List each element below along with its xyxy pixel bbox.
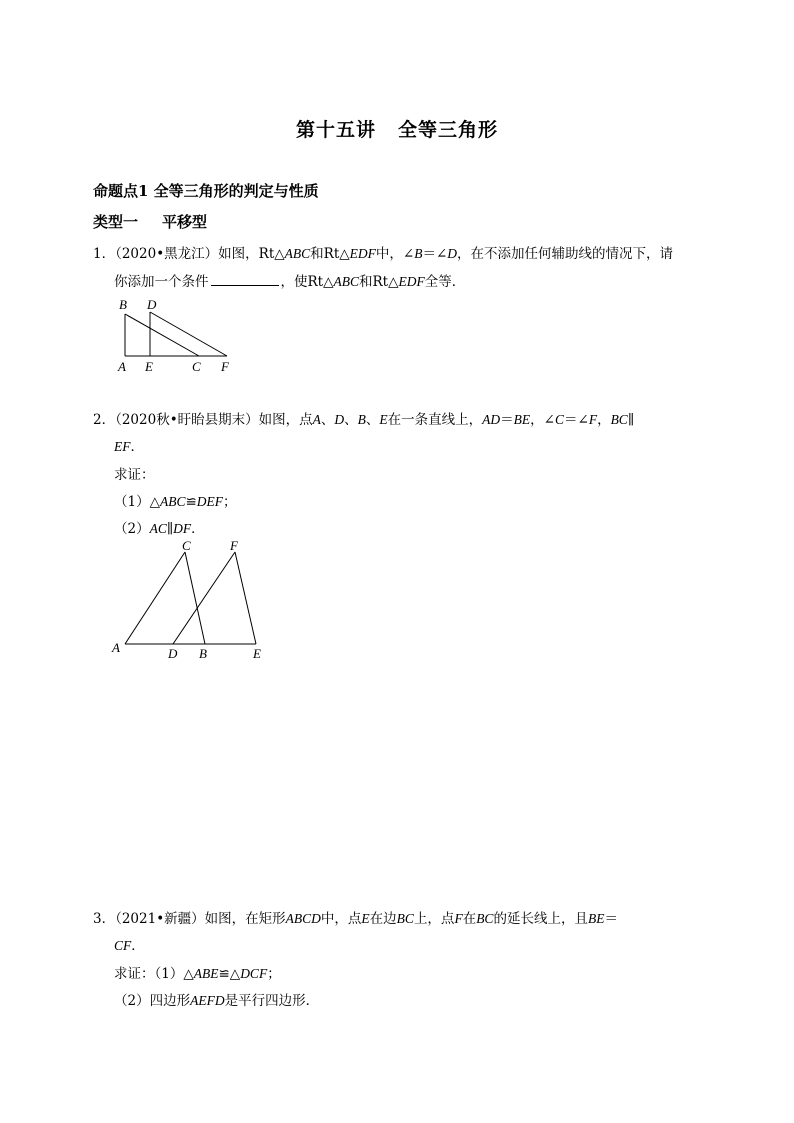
q3-source: （2021•新疆） — [115, 911, 205, 927]
q1-text: 如图，Rt△ — [218, 246, 285, 262]
q2-segment-fe — [235, 552, 256, 644]
q3-var: CF — [114, 938, 132, 953]
q2-source: （2020秋•盱眙县期末） — [115, 412, 259, 428]
q3-line1 — [93, 907, 618, 927]
q2-var: AC — [149, 521, 167, 536]
q2-prove — [114, 463, 155, 483]
q3-var: ABCD — [285, 911, 321, 926]
q2-var: DEF — [196, 494, 224, 509]
q1-var: EDF — [398, 274, 425, 289]
q2-var: AD — [482, 412, 501, 427]
q1-line2 — [114, 270, 465, 290]
q2-segment-cb — [185, 552, 205, 644]
q2-text: （2） — [114, 521, 150, 537]
q3-var: F — [454, 911, 463, 926]
q3-var: DCF — [240, 966, 268, 981]
q3-text: 的延长线上，且 — [493, 911, 588, 927]
section-heading — [93, 180, 319, 201]
answer-blank[interactable] — [211, 273, 279, 286]
q1-var: D — [447, 246, 458, 261]
q2-var: BE — [513, 412, 531, 427]
q2-part1 — [114, 490, 237, 510]
q3-line2 — [114, 934, 145, 954]
q2-text: ∥ — [166, 521, 174, 537]
q3-text: 上，点 — [413, 911, 455, 927]
q2-label-e: E — [253, 646, 261, 661]
q2-part2 — [114, 517, 205, 537]
type-label: 类型一 — [93, 213, 139, 231]
q2-label-c: C — [182, 538, 191, 553]
q2-var: A — [312, 412, 321, 427]
q2-text: 、 — [320, 412, 335, 428]
page-title — [0, 115, 794, 142]
q2-var: F — [588, 412, 598, 427]
q1-segment-bc — [125, 314, 199, 356]
q2-text: ＝∠ — [564, 412, 589, 428]
q3-text: 中，点 — [320, 911, 362, 927]
q2-var: DF — [173, 521, 192, 536]
q1-var: EDF — [349, 246, 376, 261]
q1-segment-df — [150, 312, 227, 356]
type-text: 平移型 — [162, 213, 208, 231]
q3-var: AEFD — [190, 993, 225, 1008]
q2-text: ≌ — [185, 494, 197, 510]
q3-text: ＝ — [604, 911, 618, 927]
title-lecture: 第十五讲 — [295, 119, 376, 141]
q3-number: 3． — [93, 911, 116, 927]
q1-text: ，在不添加任何辅助线的情况下，请 — [457, 246, 674, 262]
q1-number: 1． — [93, 246, 116, 262]
q2-text: ，∠ — [530, 412, 555, 428]
q3-text: 如图，在矩形 — [204, 911, 286, 927]
q1-line1 — [93, 242, 673, 262]
q2-text: ， — [597, 412, 611, 428]
q3-var: BC — [476, 911, 494, 926]
q2-number: 2． — [93, 412, 116, 428]
q1-label-d: D — [147, 297, 157, 312]
q3-part2 — [114, 989, 319, 1009]
q3-text: 在边 — [369, 911, 397, 927]
q2-var: EF — [114, 439, 131, 454]
q1-text: ，使Rt△ — [280, 274, 334, 290]
q2-text: ． — [191, 521, 205, 537]
q2-figure — [108, 536, 278, 664]
q1-var: B — [414, 246, 423, 261]
q3-text: 在 — [462, 911, 477, 927]
q2-text: ＝ — [500, 412, 514, 428]
q1-text: ＝∠ — [422, 246, 448, 262]
q1-text: 全等． — [424, 274, 466, 290]
q2-var: BC — [610, 412, 628, 427]
q1-var: ABC — [333, 274, 359, 289]
q3-text: 求证：（1）△ — [114, 966, 194, 982]
q3-text: 是平行四边形． — [224, 993, 320, 1009]
q2-text: ． — [130, 439, 144, 455]
q2-label-b: B — [199, 646, 207, 661]
q2-var: D — [334, 412, 345, 427]
q2-text: 如图，点 — [258, 412, 313, 428]
q3-text: （2）四边形 — [114, 993, 191, 1009]
q1-label-f: F — [221, 359, 229, 374]
q1-label-b: B — [119, 297, 127, 312]
q2-label-d: D — [168, 646, 178, 661]
q2-prove-label: 求证： — [114, 467, 155, 483]
q3-text: ； — [267, 966, 281, 982]
q1-label-a: A — [118, 359, 126, 374]
type-heading — [93, 211, 207, 232]
q1-source: （2020•黑龙江） — [115, 246, 219, 262]
q2-text: ∥ — [627, 412, 635, 428]
q3-part1 — [114, 962, 281, 982]
section-label: 命题点1 — [93, 182, 149, 200]
q2-segment-df — [173, 552, 235, 644]
q1-text: 和Rt△ — [310, 246, 350, 262]
q1-label-c: C — [192, 359, 201, 374]
q2-label-a: A — [112, 640, 120, 655]
q3-var: ABE — [193, 966, 219, 981]
q2-line2 — [114, 435, 144, 455]
q1-text: 中，∠ — [375, 246, 415, 262]
title-topic: 全等三角形 — [398, 119, 499, 141]
q2-segment-ac — [125, 552, 185, 644]
q2-var: B — [357, 412, 366, 427]
q2-text: ； — [223, 494, 237, 510]
q2-var: C — [554, 412, 564, 427]
q1-var: ABC — [284, 246, 311, 261]
q2-text: 、 — [365, 412, 380, 428]
q3-text: ≌△ — [218, 966, 241, 982]
q1-figure — [110, 292, 250, 376]
section-text: 全等三角形的判定与性质 — [153, 182, 319, 200]
q1-label-e: E — [145, 359, 153, 374]
q1-text: 你添加一个条件 — [114, 274, 209, 290]
q3-var: E — [361, 911, 370, 926]
q2-text: 在一条直线上， — [387, 412, 483, 428]
q2-line1 — [93, 408, 634, 428]
q3-text: ． — [131, 938, 145, 954]
q2-text: （1）△ — [114, 494, 160, 510]
q2-var: E — [379, 412, 388, 427]
q3-var: BE — [587, 911, 605, 926]
q2-var: ABC — [159, 494, 186, 509]
q3-var: BC — [396, 911, 414, 926]
q2-label-f: F — [230, 538, 238, 553]
q1-text: 和Rt△ — [358, 274, 399, 290]
q2-text: 、 — [344, 412, 358, 428]
